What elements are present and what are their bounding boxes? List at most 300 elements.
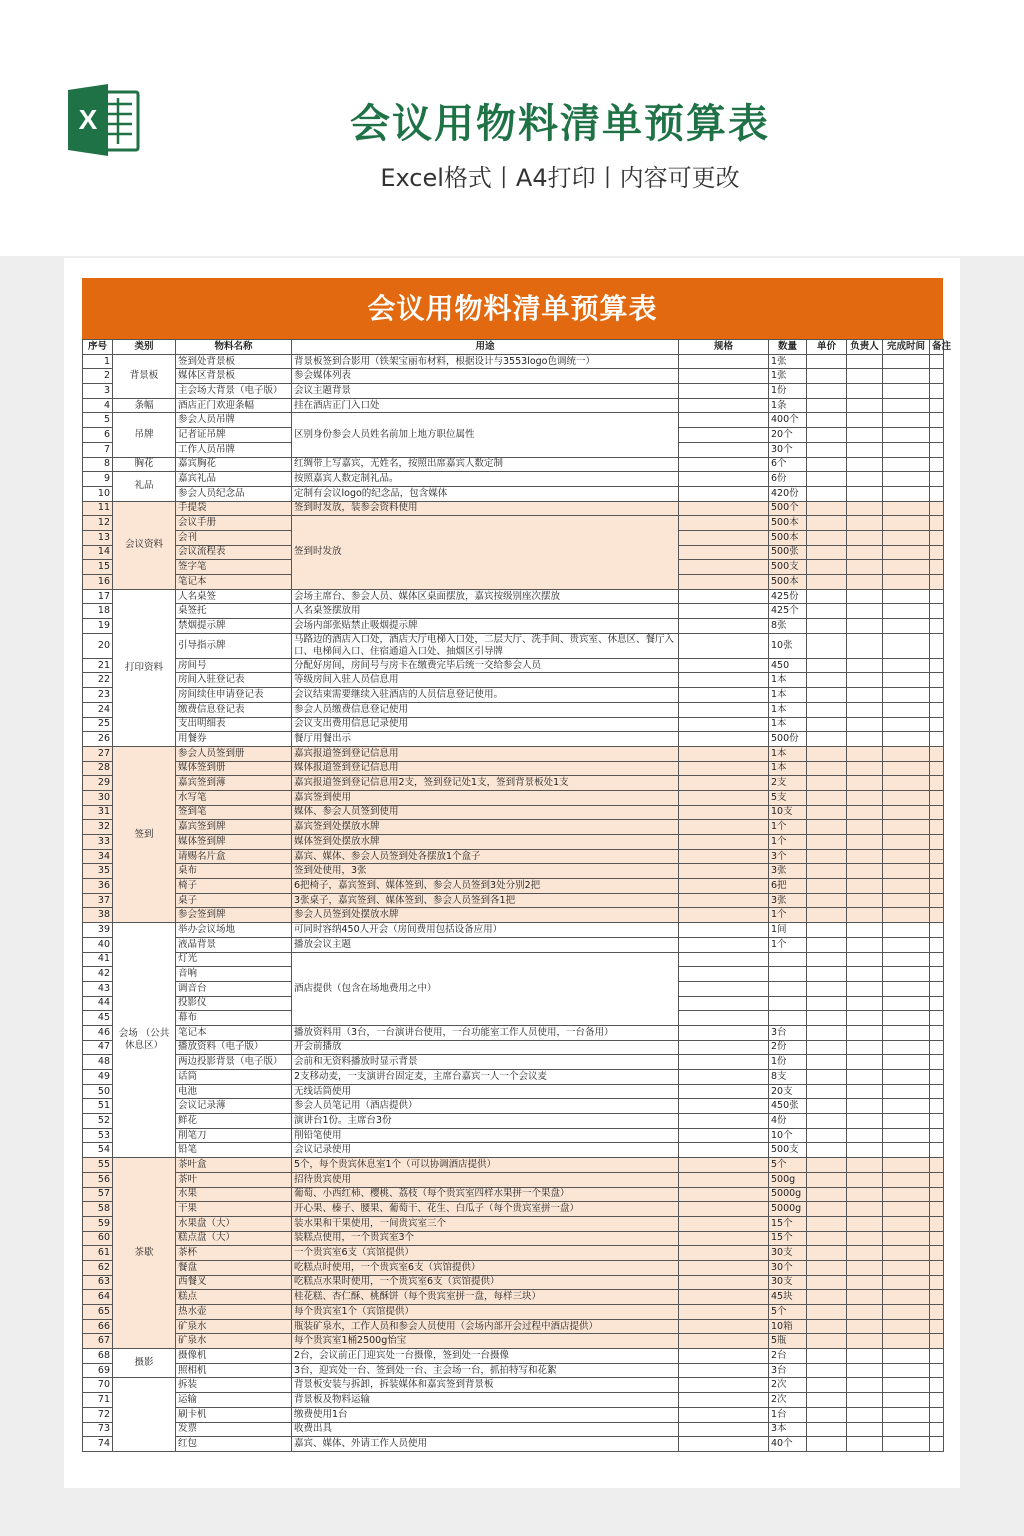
remark-cell [930, 1025, 944, 1040]
row-number-cell: 27 [83, 746, 113, 761]
spec-cell [679, 967, 769, 982]
unit-price-cell [807, 1334, 847, 1349]
owner-cell [847, 516, 883, 531]
remark-cell [930, 893, 944, 908]
col-header-remark: 备注 [930, 340, 944, 355]
use-cell: 签到时发放 [292, 516, 679, 589]
remark-cell [930, 575, 944, 590]
remark-cell [930, 1319, 944, 1334]
row-number-cell: 19 [83, 619, 113, 634]
quantity-cell: 6份 [769, 472, 807, 487]
remark-cell [930, 1143, 944, 1158]
table-row [83, 746, 944, 761]
quantity-cell: 1张 [769, 354, 807, 369]
svg-text:X: X [78, 104, 98, 135]
remark-cell [930, 589, 944, 604]
use-cell: 瓶装矿泉水，工作人员和参会人员使用（会场内部开会过程中酒店提供） [292, 1319, 679, 1334]
item-name-cell: 房间入驻登记表 [176, 673, 292, 688]
remark-cell [930, 633, 944, 658]
spec-cell [679, 457, 769, 472]
owner-cell [847, 923, 883, 938]
deadline-cell [883, 1231, 930, 1246]
owner-cell [847, 1202, 883, 1217]
row-number-cell: 70 [83, 1378, 113, 1393]
deadline-cell [883, 1407, 930, 1422]
quantity-cell: 3张 [769, 864, 807, 879]
table-row [83, 658, 944, 673]
category-cell: 打印资料 [113, 589, 176, 746]
item-name-cell: 会议记录薄 [176, 1099, 292, 1114]
remark-cell [930, 1099, 944, 1114]
table-row [83, 516, 944, 531]
quantity-cell: 8张 [769, 619, 807, 634]
deadline-cell [883, 1114, 930, 1129]
item-name-cell: 两边投影背景（电子版） [176, 1055, 292, 1070]
remark-cell [930, 1202, 944, 1217]
remark-cell [930, 732, 944, 747]
owner-cell [847, 820, 883, 835]
table-row [83, 1305, 944, 1320]
remark-cell [930, 501, 944, 516]
use-cell: 背景板签到合影用（铁架宝丽布材料，根据设计与3553logo色调统一） [292, 354, 679, 369]
row-number-cell: 16 [83, 575, 113, 590]
owner-cell [847, 893, 883, 908]
spec-cell [679, 937, 769, 952]
deadline-cell [883, 560, 930, 575]
deadline-cell [883, 1260, 930, 1275]
table-row [83, 776, 944, 791]
item-name-cell: 签字笔 [176, 560, 292, 575]
remark-cell [930, 1084, 944, 1099]
owner-cell [847, 761, 883, 776]
remark-cell [930, 1334, 944, 1349]
quantity-cell: 45块 [769, 1290, 807, 1305]
item-name-cell: 发票 [176, 1422, 292, 1437]
item-name-cell: 房间续住申请登记表 [176, 688, 292, 703]
deadline-cell [883, 761, 930, 776]
spec-cell [679, 1158, 769, 1173]
unit-price-cell [807, 1172, 847, 1187]
spec-cell [679, 1260, 769, 1275]
owner-cell [847, 1099, 883, 1114]
deadline-cell [883, 702, 930, 717]
quantity-cell: 2份 [769, 1040, 807, 1055]
row-number-cell: 73 [83, 1422, 113, 1437]
spec-cell [679, 1231, 769, 1246]
deadline-cell [883, 1363, 930, 1378]
deadline-cell [883, 604, 930, 619]
remark-cell [930, 981, 944, 996]
row-number-cell: 29 [83, 776, 113, 791]
item-name-cell: 摄像机 [176, 1349, 292, 1364]
unit-price-cell [807, 619, 847, 634]
deadline-cell [883, 1334, 930, 1349]
unit-price-cell [807, 893, 847, 908]
table-row [83, 923, 944, 938]
category-cell: 条幅 [113, 398, 176, 413]
quantity-cell: 500本 [769, 530, 807, 545]
spec-cell [679, 717, 769, 732]
spec-cell [679, 633, 769, 658]
owner-cell [847, 619, 883, 634]
quantity-cell: 1本 [769, 673, 807, 688]
spec-cell [679, 354, 769, 369]
unit-price-cell [807, 1319, 847, 1334]
spec-cell [679, 1363, 769, 1378]
unit-price-cell [807, 501, 847, 516]
quantity-cell: 450张 [769, 1099, 807, 1114]
spec-cell [679, 619, 769, 634]
remark-cell [930, 761, 944, 776]
col-header-category: 类别 [113, 340, 176, 355]
unit-price-cell [807, 633, 847, 658]
item-name-cell: 参会签到牌 [176, 908, 292, 923]
item-name-cell: 刷卡机 [176, 1407, 292, 1422]
item-name-cell: 人名桌签 [176, 589, 292, 604]
remark-cell [930, 1011, 944, 1026]
quantity-cell: 5000g [769, 1187, 807, 1202]
spec-cell [679, 1422, 769, 1437]
use-cell: 缴费使用1台 [292, 1407, 679, 1422]
deadline-cell [883, 1011, 930, 1026]
use-cell: 会议结束需要继续入驻酒店的人员信息登记使用。 [292, 688, 679, 703]
remark-cell [930, 717, 944, 732]
deadline-cell [883, 1216, 930, 1231]
row-number-cell: 54 [83, 1143, 113, 1158]
unit-price-cell [807, 1187, 847, 1202]
deadline-cell [883, 893, 930, 908]
item-name-cell: 红包 [176, 1437, 292, 1452]
use-cell: 吃糕点水果时使用，一个贵宾室6支（宾馆提供） [292, 1275, 679, 1290]
row-number-cell: 72 [83, 1407, 113, 1422]
unit-price-cell [807, 1363, 847, 1378]
unit-price-cell [807, 1025, 847, 1040]
quantity-cell: 3台 [769, 1363, 807, 1378]
spec-cell [679, 893, 769, 908]
item-name-cell: 矿泉水 [176, 1319, 292, 1334]
remark-cell [930, 1260, 944, 1275]
item-name-cell: 记者证吊牌 [176, 428, 292, 443]
table-row [83, 1349, 944, 1364]
item-name-cell: 工作人员吊牌 [176, 442, 292, 457]
row-number-cell: 24 [83, 702, 113, 717]
owner-cell [847, 589, 883, 604]
use-cell: 2台，会议前正门迎宾处一台摄像，签到处一台摄像 [292, 1349, 679, 1364]
use-cell: 挂在酒店正门入口处 [292, 398, 679, 413]
remark-cell [930, 1363, 944, 1378]
item-name-cell: 笔记本 [176, 575, 292, 590]
owner-cell [847, 428, 883, 443]
item-name-cell: 削笔刀 [176, 1128, 292, 1143]
owner-cell [847, 413, 883, 428]
use-cell: 6把椅子，嘉宾签到、媒体签到、参会人员签到3处分别2把 [292, 879, 679, 894]
row-number-cell: 62 [83, 1260, 113, 1275]
table-row [83, 1055, 944, 1070]
spec-cell [679, 575, 769, 590]
unit-price-cell [807, 1011, 847, 1026]
quantity-cell: 2台 [769, 1349, 807, 1364]
unit-price-cell [807, 790, 847, 805]
table-row [83, 619, 944, 634]
remark-cell [930, 1378, 944, 1393]
owner-cell [847, 673, 883, 688]
deadline-cell [883, 1202, 930, 1217]
use-cell: 无线话筒使用 [292, 1084, 679, 1099]
item-name-cell: 餐盘 [176, 1260, 292, 1275]
use-cell: 播放会议主题 [292, 937, 679, 952]
quantity-cell: 1个 [769, 820, 807, 835]
remark-cell [930, 1290, 944, 1305]
table-row [83, 354, 944, 369]
remark-cell [930, 776, 944, 791]
unit-price-cell [807, 1422, 847, 1437]
page-subtitle: Excel格式丨A4打印丨内容可更改 [380, 164, 740, 192]
quantity-cell [769, 981, 807, 996]
unit-price-cell [807, 776, 847, 791]
unit-price-cell [807, 1143, 847, 1158]
unit-price-cell [807, 1158, 847, 1173]
table-row [83, 457, 944, 472]
table-row [83, 761, 944, 776]
quantity-cell: 6个 [769, 457, 807, 472]
owner-cell [847, 545, 883, 560]
item-name-cell: 酒店正门欢迎条幅 [176, 398, 292, 413]
owner-cell [847, 908, 883, 923]
use-cell: 等级房间入驻人员信息用 [292, 673, 679, 688]
spec-cell [679, 604, 769, 619]
owner-cell [847, 354, 883, 369]
item-name-cell: 西餐叉 [176, 1275, 292, 1290]
spec-cell [679, 545, 769, 560]
table-row [83, 1202, 944, 1217]
remark-cell [930, 996, 944, 1011]
table-row [83, 820, 944, 835]
row-number-cell: 21 [83, 658, 113, 673]
spec-cell [679, 805, 769, 820]
row-number-cell: 44 [83, 996, 113, 1011]
remark-cell [930, 1172, 944, 1187]
owner-cell [847, 864, 883, 879]
remark-cell [930, 688, 944, 703]
deadline-cell [883, 1349, 930, 1364]
item-name-cell: 水果盘（大） [176, 1216, 292, 1231]
table-row [83, 893, 944, 908]
owner-cell [847, 560, 883, 575]
item-name-cell: 媒体签到册 [176, 761, 292, 776]
use-cell: 一个贵宾室6支（宾馆提供） [292, 1246, 679, 1261]
spec-cell [679, 1011, 769, 1026]
remark-cell [930, 1216, 944, 1231]
owner-cell [847, 790, 883, 805]
deadline-cell [883, 923, 930, 938]
table-row [83, 1437, 944, 1452]
unit-price-cell [807, 604, 847, 619]
unit-price-cell [807, 1246, 847, 1261]
quantity-cell: 2次 [769, 1378, 807, 1393]
remark-cell [930, 673, 944, 688]
table-row [83, 633, 944, 658]
spec-cell [679, 1378, 769, 1393]
quantity-cell: 30个 [769, 442, 807, 457]
item-name-cell: 照相机 [176, 1363, 292, 1378]
unit-price-cell [807, 472, 847, 487]
spec-cell [679, 688, 769, 703]
use-cell: 签到时发放，装参会资料使用 [292, 501, 679, 516]
deadline-cell [883, 1143, 930, 1158]
item-name-cell: 嘉宾签到牌 [176, 820, 292, 835]
item-name-cell: 会刊 [176, 530, 292, 545]
quantity-cell: 1张 [769, 369, 807, 384]
item-name-cell: 液晶背景 [176, 937, 292, 952]
remark-cell [930, 1128, 944, 1143]
unit-price-cell [807, 589, 847, 604]
deadline-cell [883, 717, 930, 732]
quantity-cell: 10个 [769, 1128, 807, 1143]
quantity-cell: 40个 [769, 1437, 807, 1452]
quantity-cell: 1个 [769, 937, 807, 952]
unit-price-cell [807, 1040, 847, 1055]
use-cell: 按照嘉宾人数定制礼品。 [292, 472, 679, 487]
item-name-cell: 投影仪 [176, 996, 292, 1011]
quantity-cell: 500份 [769, 732, 807, 747]
unit-price-cell [807, 688, 847, 703]
category-cell [113, 1378, 176, 1451]
row-number-cell: 12 [83, 516, 113, 531]
quantity-cell: 2次 [769, 1393, 807, 1408]
unit-price-cell [807, 1114, 847, 1129]
table-row [83, 501, 944, 516]
owner-cell [847, 805, 883, 820]
row-number-cell: 8 [83, 457, 113, 472]
col-header-price: 单价 [807, 340, 847, 355]
spec-cell [679, 879, 769, 894]
spec-cell [679, 560, 769, 575]
owner-cell [847, 1275, 883, 1290]
spec-cell [679, 1099, 769, 1114]
table-row [83, 673, 944, 688]
remark-cell [930, 545, 944, 560]
row-number-cell: 48 [83, 1055, 113, 1070]
unit-price-cell [807, 1407, 847, 1422]
table-row [83, 486, 944, 501]
quantity-cell: 500g [769, 1172, 807, 1187]
quantity-cell: 500本 [769, 575, 807, 590]
item-name-cell: 运输 [176, 1393, 292, 1408]
item-name-cell: 会议手册 [176, 516, 292, 531]
use-cell: 区别身份参会人员姓名前加上地方职位属性 [292, 413, 679, 457]
row-number-cell: 55 [83, 1158, 113, 1173]
row-number-cell: 46 [83, 1025, 113, 1040]
table-row [83, 1363, 944, 1378]
item-name-cell: 举办会议场地 [176, 923, 292, 938]
item-name-cell: 糕点 [176, 1290, 292, 1305]
remark-cell [930, 1187, 944, 1202]
spec-cell [679, 849, 769, 864]
table-row [83, 1128, 944, 1143]
table-row [83, 717, 944, 732]
use-cell: 播放资料用（3台，一台演讲台使用，一台功能室工作人员使用，一台备用） [292, 1025, 679, 1040]
use-cell: 葡萄、小西红柿、樱桃、荔枝（每个贵宾室四样水果拼一个果盘） [292, 1187, 679, 1202]
owner-cell [847, 575, 883, 590]
table-row [83, 1290, 944, 1305]
remark-cell [930, 1275, 944, 1290]
quantity-cell [769, 967, 807, 982]
deadline-cell [883, 384, 930, 399]
deadline-cell [883, 790, 930, 805]
unit-price-cell [807, 1202, 847, 1217]
spec-cell [679, 1246, 769, 1261]
owner-cell [847, 1334, 883, 1349]
unit-price-cell [807, 1084, 847, 1099]
category-cell: 背景板 [113, 354, 176, 398]
table-row [83, 1114, 944, 1129]
use-cell: 削铅笔使用 [292, 1128, 679, 1143]
spec-cell [679, 398, 769, 413]
quantity-cell: 425个 [769, 604, 807, 619]
spec-cell [679, 1334, 769, 1349]
deadline-cell [883, 864, 930, 879]
row-number-cell: 34 [83, 849, 113, 864]
spec-cell [679, 1187, 769, 1202]
unit-price-cell [807, 996, 847, 1011]
item-name-cell: 电池 [176, 1084, 292, 1099]
owner-cell [847, 952, 883, 967]
item-name-cell: 调音台 [176, 981, 292, 996]
unit-price-cell [807, 1437, 847, 1452]
owner-cell [847, 398, 883, 413]
spec-cell [679, 996, 769, 1011]
item-name-cell: 支出明细表 [176, 717, 292, 732]
spec-cell [679, 923, 769, 938]
item-name-cell: 用餐券 [176, 732, 292, 747]
quantity-cell: 20支 [769, 1084, 807, 1099]
owner-cell [847, 486, 883, 501]
spec-cell [679, 673, 769, 688]
spec-cell [679, 1114, 769, 1129]
use-cell: 会前和无资料播放时显示背景 [292, 1055, 679, 1070]
row-number-cell: 61 [83, 1246, 113, 1261]
owner-cell [847, 1143, 883, 1158]
spec-cell [679, 1172, 769, 1187]
quantity-cell: 3本 [769, 1422, 807, 1437]
deadline-cell [883, 1158, 930, 1173]
unit-price-cell [807, 486, 847, 501]
item-name-cell: 参会人员吊牌 [176, 413, 292, 428]
item-name-cell: 手提袋 [176, 501, 292, 516]
use-cell: 嘉宾签到处摆放水牌 [292, 820, 679, 835]
row-number-cell: 50 [83, 1084, 113, 1099]
deadline-cell [883, 1084, 930, 1099]
category-cell: 摄影 [113, 1349, 176, 1378]
remark-cell [930, 1070, 944, 1085]
spec-cell [679, 1216, 769, 1231]
owner-cell [847, 457, 883, 472]
item-name-cell: 桌签托 [176, 604, 292, 619]
spec-cell [679, 1349, 769, 1364]
table-row [83, 688, 944, 703]
quantity-cell: 4份 [769, 1114, 807, 1129]
use-cell: 嘉宾报道签到登记信息用 [292, 746, 679, 761]
owner-cell [847, 1290, 883, 1305]
unit-price-cell [807, 530, 847, 545]
table-row [83, 805, 944, 820]
deadline-cell [883, 354, 930, 369]
spec-cell [679, 981, 769, 996]
deadline-cell [883, 457, 930, 472]
unit-price-cell [807, 702, 847, 717]
quantity-cell [769, 1011, 807, 1026]
category-cell: 吊牌 [113, 413, 176, 457]
